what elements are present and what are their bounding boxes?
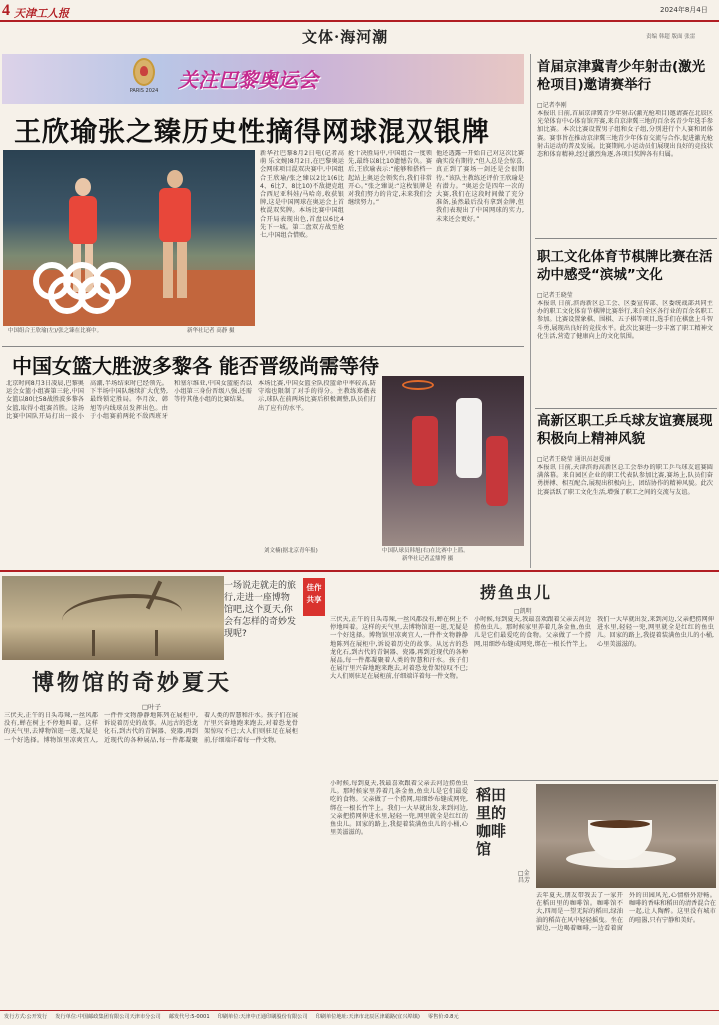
museum-body-cont: 三伏天,正午的日头毒辣,一丝风都没有,蝉在树上不停地叫着。这样的天气里,去博物馆逛一逛,无疑是一个好选择。博物馆里凉爽宜人,一件件文物静静地陈列在展柜中,诉说着历史的故事。从远古的恐龙化石,到古代的青铜器、瓷器,再到近现代的各种展品,每一件都凝聚着人类的智慧和汗水。孩子们在展厅里兴奋地跑来跑去,对着恐龙骨架惊叹不已;大人们则驻足在展柜前,仔细端详着每一件文物。 (330, 616, 468, 681)
basketball-headline: 中国女篮大胜波多黎各 能否晋级尚需等待 (12, 354, 379, 378)
paris-2024-logo (124, 58, 164, 100)
banner-title: 关注巴黎奥运会 (178, 68, 318, 92)
shooting-byline: □记者李刚 (537, 102, 567, 109)
museum-author: □叶子 (142, 703, 162, 711)
footer-item: 印刷单位地址:天津市北辰区津霸路(宜兴埠镇) (315, 1014, 420, 1020)
museum-intro: 一场说走就走的旅行,走进一座博物馆吧,这个夏天,你会有怎样的奇妙发现呢? (224, 581, 297, 639)
main-story (2, 54, 524, 344)
chess-headline: 职工文化体育节棋牌比赛在活动中感受“滨城”文化 (537, 249, 713, 283)
table-tennis-headline: 高新区职工乒乓球友谊赛展现积极向上精神风貌 (537, 413, 713, 447)
feature-tag (303, 578, 325, 616)
main-headline: 王欣瑜张之臻历史性摘得网球混双银牌 (14, 117, 490, 148)
museum-photo (2, 576, 224, 660)
basketball-photo-caption: 中国队球员韩旭(右)在比赛中上篮。 (382, 548, 469, 554)
fishing-author: □凯明 (514, 608, 532, 615)
footer-item: 发行单位:中国邮政集团有限公司天津市分公司 (55, 1014, 161, 1020)
museum-title: 博物馆的奇妙夏天 (32, 670, 233, 696)
main-body-col3: 他还透露一开始自己对这次比赛确实没有期待,“但人总是会惊喜,真正到了赛场一剑还是会很期待。”该队主教练还评价王欣瑜是有潜力。“奥运会是四年一次的大赛,我们在这段时间做了充分准备,虽然最后没有拿到金牌,但我们表现出了中国网球的实力,未来还会更好。” (436, 150, 524, 223)
museum-body: 三伏天,正午的日头毒辣,一丝风都没有,蝉在树上不停地叫着。这样的天气里,去博物馆逛一逛,无疑是一个好选择。博物馆里凉爽宜人,一件件文物静静地陈列在展柜中,诉说着历史的故事。从远古的恐龙化石,到古代的青铜器、瓷器,再到近现代的各种展品,每一件都凝聚着人类的智慧和汗水。孩子们在展厅里兴奋地跑来跑去,对着恐龙骨架惊叹不已;大人们则驻足在展柜前,仔细端详着每一件文物。 (4, 712, 298, 744)
main-body-col1: 新华社巴黎8月2日电(记者高萌 乐文婉)8月2日,在巴黎奥运会网球项目混双决赛中,中国组合王欣瑜/张之臻以2比1(6比4、6比7、8比10)不敌捷克组合西尼亚科娃/马哈奇,收获银牌,这是中国网球在奥运会上首枚混双奖牌。本场比赛中国组合开局表现出色,首盘以6比4先下一城。第二盘双方战至抢七,中国组合惜败。 (260, 150, 344, 240)
photo-credit: 新华社记者 高静 摄 (187, 328, 235, 334)
section-title: 文体·海河潮 (302, 28, 389, 46)
fishing-body-cont: 小时候,每到夏天,我最喜欢跟着父亲去河边捞鱼虫儿。那时候家里养着几条金鱼,鱼虫儿是它们最爱吃的食物。父亲做了一个捞网,用细纱布缝成网兜,绑在一根长竹竿上。我们一大早就出发,来到河边,父亲把捞网伸进水里,轻轻一兜,网里就全是红红的鱼虫儿。回家的路上,我提着装满鱼虫儿的小桶,心里美滋滋的。 (330, 780, 468, 837)
photo-caption: 中国组合王欣瑜(左)/张之臻在比赛中。 (8, 328, 103, 334)
paper-name: 天津工人报 (14, 7, 69, 20)
shooting-body: 本报讯 日前,首届京津冀青少年射击(激光枪项目)邀请赛在北辰区光荣体育中心体育馆开赛,来自京津冀三地的百余名青少年选手参加比赛。本次比赛设置男子组和女子组,分别进行个人赛和团体赛。赛事旨在推动京津冀三地青少年体育交流与合作,促进激光枪射击运动的普及发展。比赛期间,小运动员们展现出良好的竞技状态和体育精神,经过激烈角逐,各项目奖牌各有归属。 (537, 110, 713, 159)
dinosaur-legs (92, 630, 158, 656)
coffee-photo (536, 784, 716, 888)
masthead-rule (0, 20, 719, 22)
coffee-author: □金昌芳 (518, 870, 531, 884)
museum-story (2, 576, 300, 1008)
fishing-title: 捞鱼虫儿 (480, 583, 553, 602)
footer-item: 印刷单位:天津中正通印刷股份有限公司 (217, 1014, 308, 1020)
banner (2, 54, 524, 104)
basketball-story (2, 346, 524, 568)
basketball-credit-line: 刘文楠(据北京青年报) (264, 548, 318, 554)
chess-body: 本报讯 日前,滨海新区总工会、区委宣传部、区委统战部共同主办的职工文化体育节棋牌比赛举行,来自全区各行业的百余名职工参加。比赛设置象棋、围棋、五子棋等项目,选手们在棋盘上斗智斗勇,展现出良好的竞技水平。此次比赛进一步丰富了职工精神文化生活,营造了健康向上的文化氛围。 (537, 300, 713, 340)
fishing-body: 小时候,每到夏天,我最喜欢跟着父亲去河边捞鱼虫儿。那时候家里养着几条金鱼,鱼虫儿是它们最爱吃的食物。父亲做了一个捞网,用细纱布缝成网兜,绑在一根长竹竿上。我们一大早就出发,来到河边,父亲把捞网伸进水里,轻轻一兜,网里就全是红红的鱼虫儿。回家的路上,我提着装满鱼虫儿的小桶,心里美滋滋的。 (474, 616, 714, 648)
divider (535, 238, 717, 239)
table-tennis-byline: □记者王晓莹 通讯员赵爱丽 (537, 456, 611, 463)
divider (474, 780, 718, 781)
paris-logo-text: PARIS 2024 (129, 88, 159, 94)
masthead (0, 0, 719, 46)
page-number: 4 (2, 2, 10, 19)
shooting-headline: 首届京津冀青少年射击(激光枪项目)邀请赛举行 (537, 59, 706, 93)
player-white (456, 398, 482, 478)
tag-top: 佳作 (306, 583, 322, 592)
basketball-photo (382, 376, 524, 546)
hoop-icon (402, 380, 434, 390)
section-rule (0, 570, 719, 572)
date: 2024年8月4日 (660, 6, 708, 14)
editor-line: 责编 韩超 版面 张雷 (646, 34, 696, 40)
footer-item: 邮发代号:5-0001 (168, 1014, 210, 1020)
chess-byline: □记者王晓莹 (537, 292, 573, 299)
coffee-surface (590, 820, 650, 828)
coffee-story (330, 780, 718, 1008)
fishing-story (330, 576, 718, 776)
player-red (412, 416, 438, 486)
tennis-photo (3, 150, 255, 326)
basketball-photo-credit: 新华社记者孟鼎博 摄 (402, 556, 454, 562)
tag-bottom: 共享 (306, 595, 322, 604)
right-column (530, 54, 718, 452)
coffee-body: 去年夏天,朋友带我去了一家开在稻田里的咖啡馆。咖啡馆不大,四周是一望无际的稻田,绿油油的稻苗在风中轻轻摇曳。坐在窗边,一边喝着咖啡,一边看着窗外的田园风光,心情格外舒畅。咖啡的香味和稻田的清香混合在一起,让人陶醉。这里没有城市的喧嚣,只有宁静和美好。 (536, 892, 716, 932)
basketball-body-extra: 本场比赛,中国女篮全队投篮命中率较高,防守端也限制了对手的得分。主教练郑薇表示,球队在前两场比赛后积极调整,队员们打出了应有的水平。 (258, 380, 376, 412)
medal-icon (133, 58, 155, 86)
footer-item: 发行方式:公开发行 (4, 1014, 48, 1020)
main-body-col2: 抢十决胜局中,中国组合一度领先,最终以8比10遗憾告负。赛后,王欣瑜表示:“能够和搭档一起站上奥运会领奖台,我们非常开心。”张之臻说:“这枚银牌是对我们努力的肯定,未来我们会继续努力。” (348, 150, 432, 207)
footer (0, 1010, 719, 1025)
table-tennis-body: 本报讯 日前,天津滨海高新区总工会举办的职工乒乓球友谊赛圆满落幕。来自园区企业的职工代表队参加比赛,赛场上,队员们奋勇拼搏、相互配合,展现出积极向上、团结协作的精神风貌。此次比赛活跃了职工文化生活,增强了职工之间的交流与友谊。 (537, 464, 713, 496)
basketball-body: 北京时间8月3日凌晨,巴黎奥运会女篮小组赛第三轮,中国女篮以80比58战胜波多黎各女篮,取得小组赛首胜。这场比赛中国队开局打出一波小高潮,半场结束时已经领先。下半场中国队继续扩大优势,最终锁定胜局。李月汝、韩旭等内线球员发挥出色。由于小组赛前两轮不敌西班牙和塞尔维亚,中国女篮能否以小组第三身份晋级八强,还需等待其他小组的比赛结果。 (6, 380, 252, 420)
olympic-rings-icon (33, 262, 183, 312)
divider (2, 346, 524, 347)
footer-item: 零售价:0.8元 (427, 1014, 459, 1020)
coffee-title: 稻田里的咖啡馆 (476, 786, 507, 858)
player-red-2 (486, 436, 508, 506)
table-tennis-block (530, 408, 718, 568)
